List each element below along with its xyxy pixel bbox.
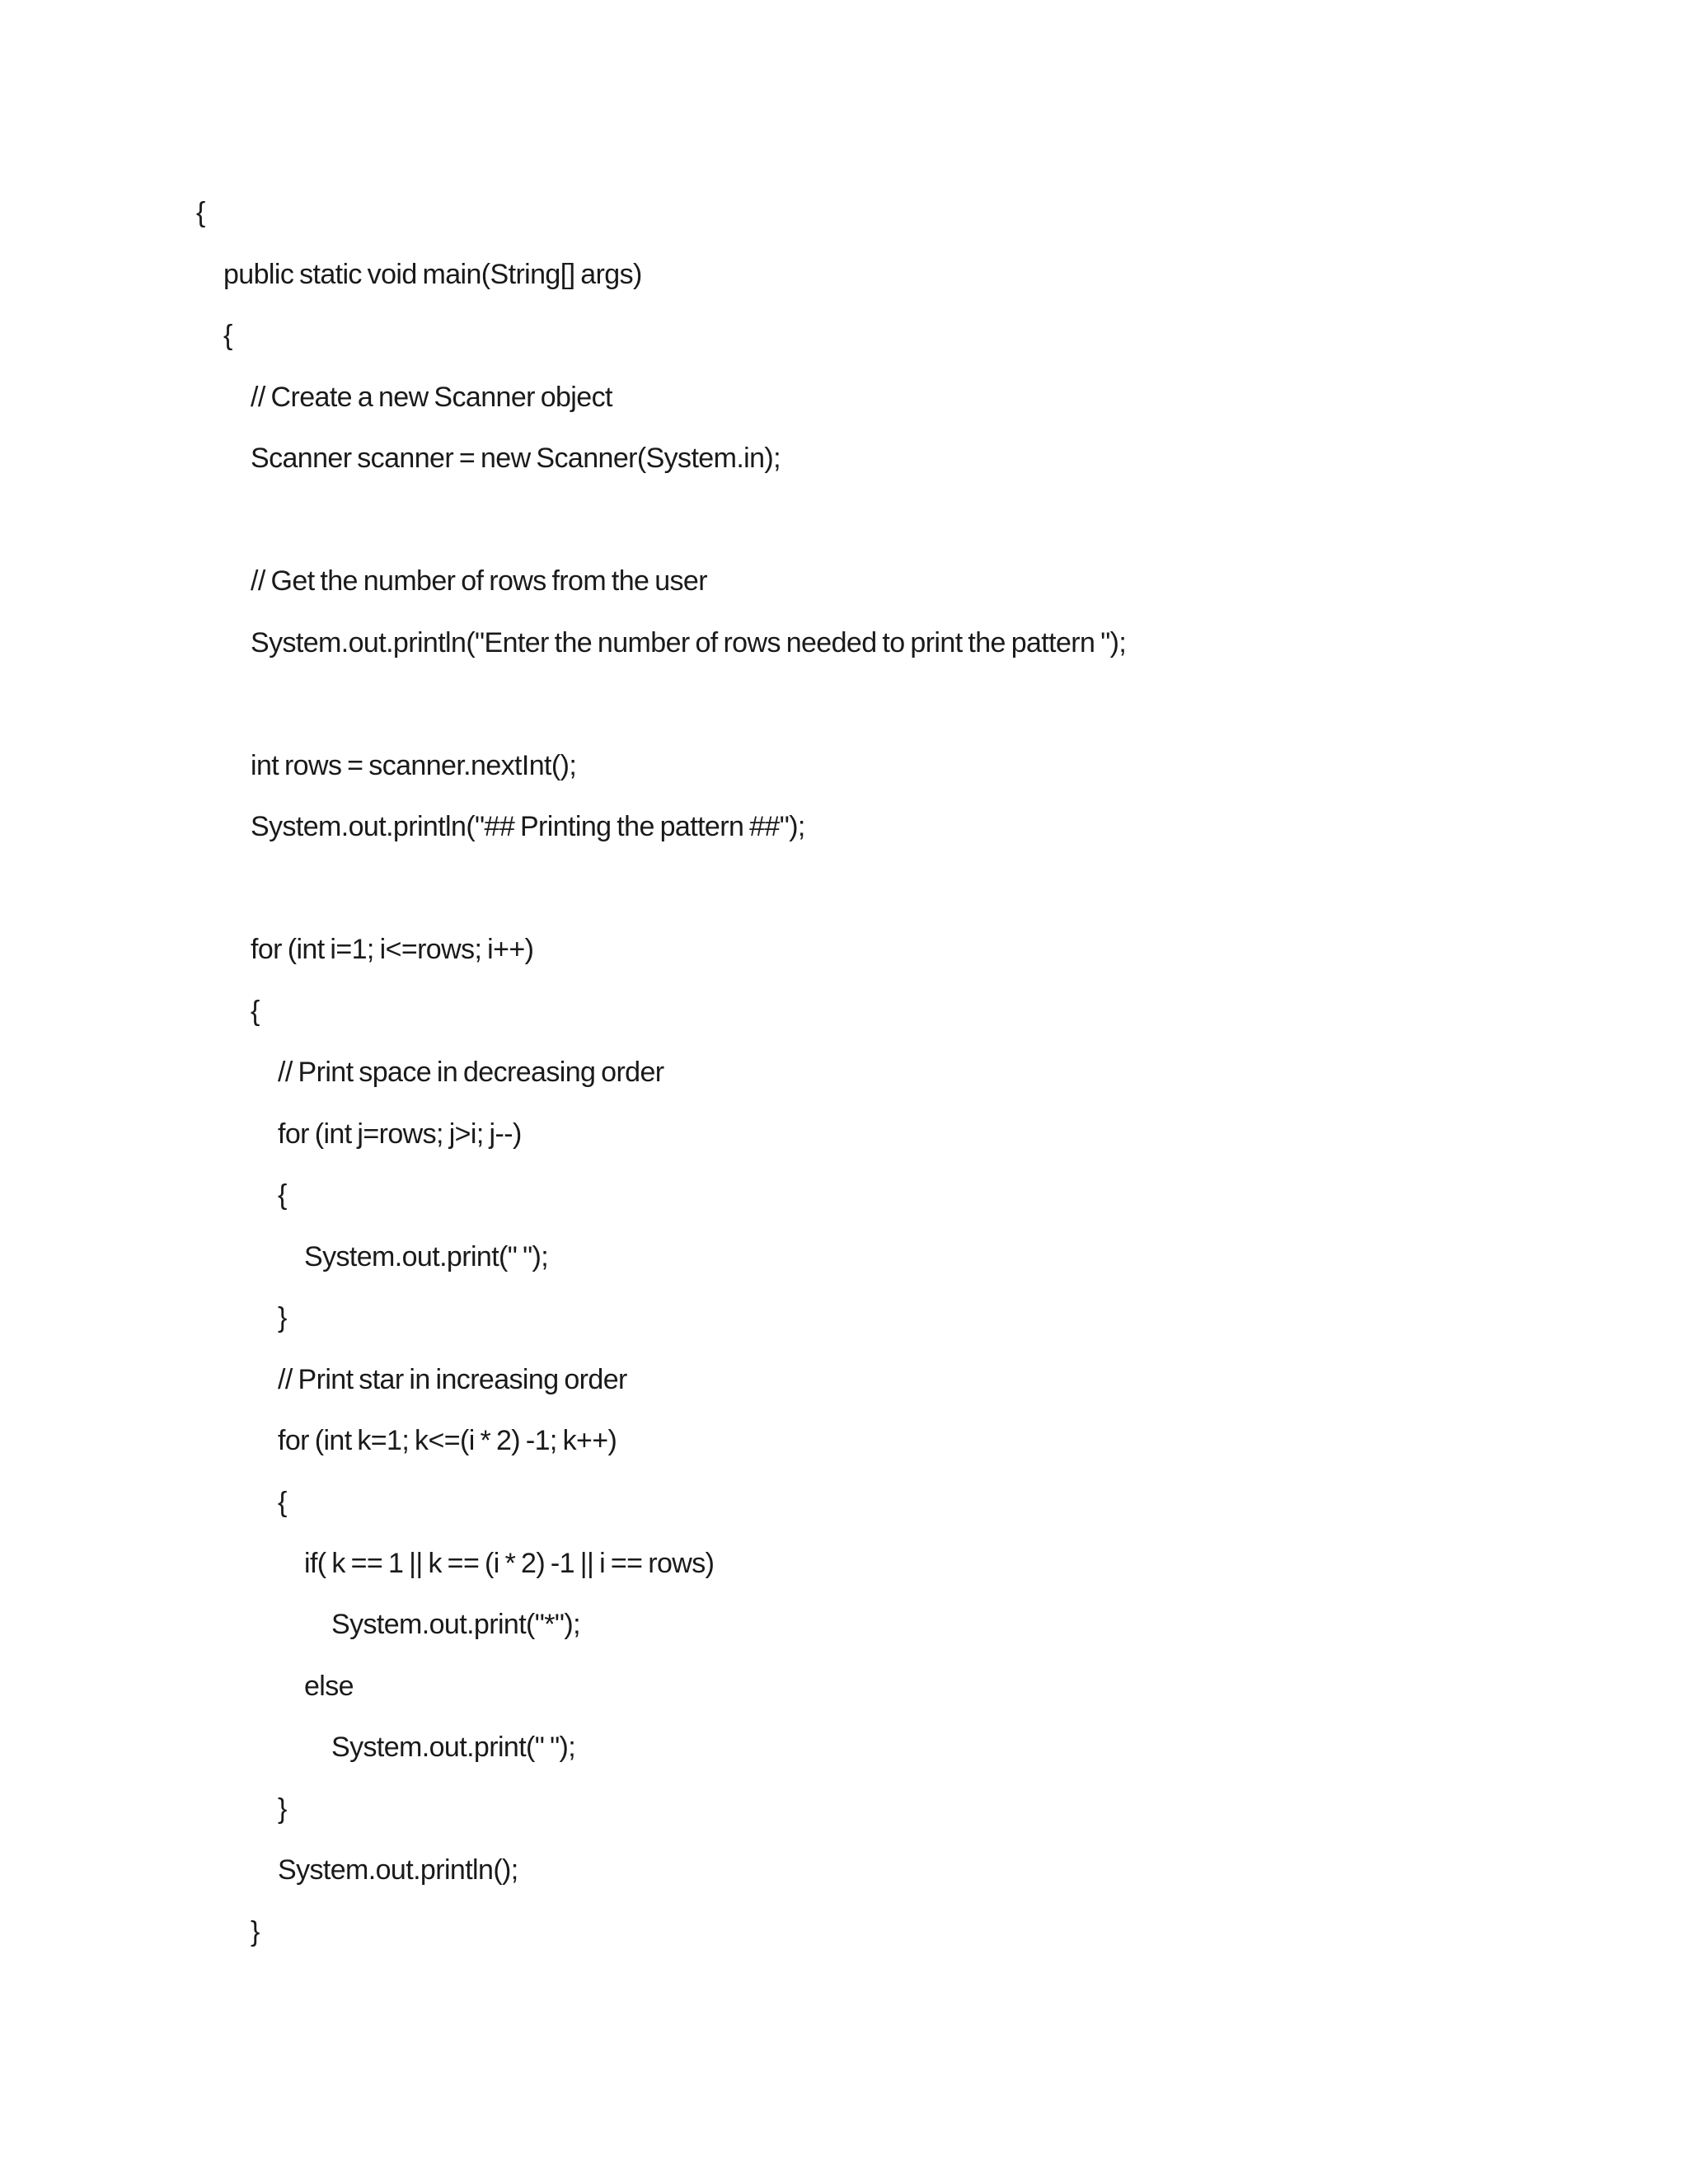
code-line: System.out.print("*"); (331, 1609, 580, 1640)
code-line: for (int k=1; k<=(i * 2) -1; k++) (278, 1425, 617, 1456)
code-line: for (int j=rows; j>i; j--) (278, 1118, 522, 1150)
code-line: { (278, 1487, 287, 1518)
code-line: Scanner scanner = new Scanner(System.in); (251, 443, 781, 474)
code-line: // Print space in decreasing order (278, 1057, 664, 1088)
code-line: int rows = scanner.nextInt(); (251, 750, 577, 781)
code-line: for (int i=1; i<=rows; i++) (251, 934, 534, 965)
code-line: System.out.println("Enter the number of rows needed to print the pattern "); (251, 627, 1127, 658)
code-line: System.out.println("## Printing the pattern ##"); (251, 811, 805, 842)
code-line: // Create a new Scanner object (251, 382, 612, 413)
code-line: public static void main(String[] args) (223, 259, 642, 290)
code-line: { (251, 996, 260, 1027)
code-line: } (278, 1302, 287, 1333)
code-line: if( k == 1 || k == (i * 2) -1 || i == rows) (304, 1548, 715, 1579)
code-line: System.out.print(" "); (304, 1241, 549, 1272)
code-line: { (278, 1179, 287, 1211)
code-line: System.out.print(" "); (331, 1732, 576, 1763)
code-line: System.out.println(); (278, 1854, 518, 1886)
code-line: } (278, 1793, 287, 1825)
code-line: { (223, 320, 232, 351)
code-line: else (304, 1671, 354, 1702)
code-line: } (251, 1916, 260, 1947)
code-line: { (196, 197, 205, 228)
code-line: // Print star in increasing order (278, 1364, 627, 1395)
code-line: // Get the number of rows from the user (251, 565, 707, 597)
